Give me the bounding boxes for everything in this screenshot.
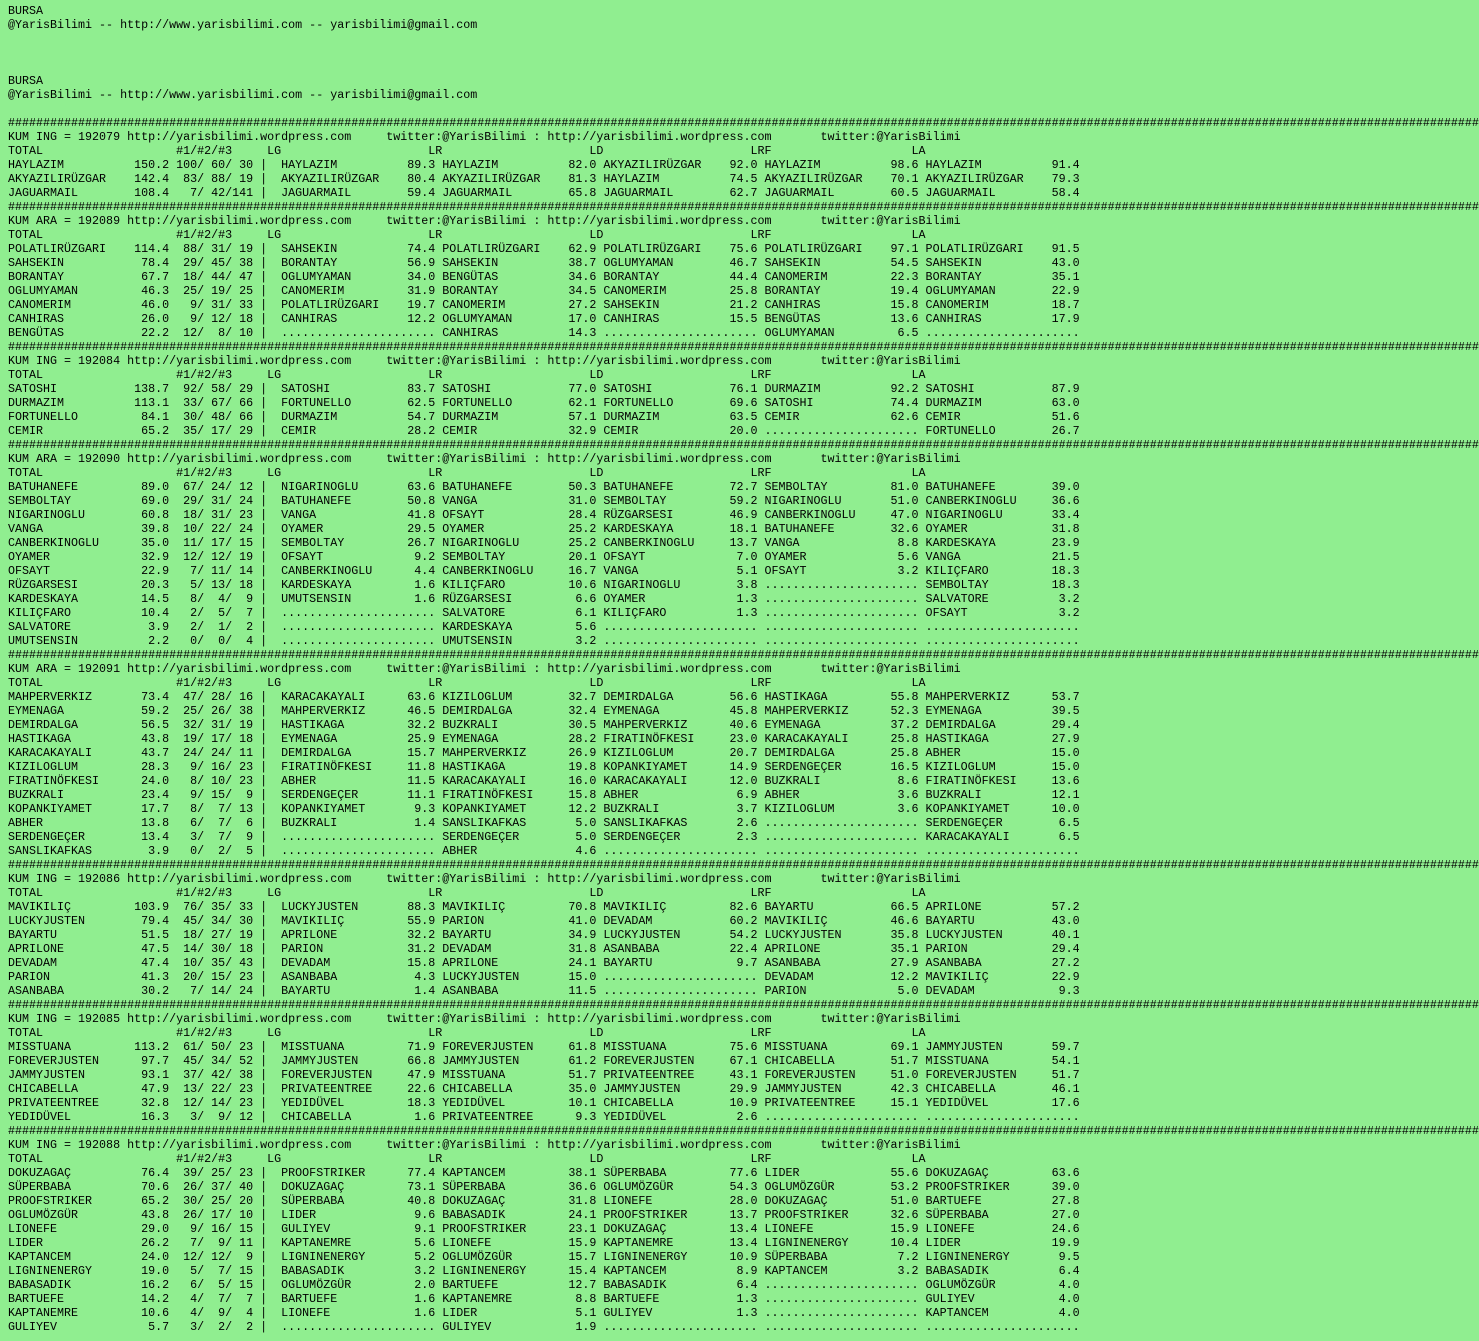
table-row: KAPTANEMRE 10.6 4/ 9/ 4 | LIONEFE 1.6 LIDER 5.1 GULIYEV 1.3 ...................... KAPTANCEM 4.0 <box>8 1306 1080 1320</box>
table-row: MAVIKILIÇ 103.9 76/ 35/ 33 | LUCKYJUSTEN 88.3 MAVIKILIÇ 70.8 MAVIKILIÇ 82.6 BAYARTU 66.5 APRILONE 57.2 <box>8 900 1080 914</box>
separator-line: ################################################################################################################################################################################################################## <box>8 1124 1479 1138</box>
column-header-line: TOTAL #1/#2/#3 LG LR LD LRF LA <box>8 144 926 158</box>
table-row: FOREVERJUSTEN 97.7 45/ 34/ 52 | JAMMYJUSTEN 66.8 JAMMYJUSTEN 61.2 FOREVERJUSTEN 67.1 CHICABELLA 51.7 MISSTUANA 54.1 <box>8 1054 1080 1068</box>
table-row: KARACAKAYALI 43.7 24/ 24/ 11 | DEMIRDALGA 15.7 MAHPERVERKIZ 26.9 KIZILOGLUM 20.7 DEMIRDALGA 25.8 ABHER 15.0 <box>8 746 1080 760</box>
table-row: GULIYEV 5.7 3/ 2/ 2 | ...................... GULIYEV 1.9 ...................... ...................... ...................... <box>8 1320 1080 1334</box>
race-header-line: KUM ARA = 192089 http://yarisbilimi.wordpress.com twitter:@YarisBilimi : http://yarisbilimi.wordpress.com twitter:@YarisBilimi <box>8 214 961 228</box>
blank-line <box>8 60 1080 74</box>
table-row: KAPTANCEM 24.0 12/ 12/ 9 | LIGNINENERGY 5.2 OGLUMÖZGÜR 15.7 LIGNINENERGY 10.9 SÜPERBABA 7.2 LIGNINENERGY 9.5 <box>8 1250 1080 1264</box>
table-row: CEMIR 65.2 35/ 17/ 29 | CEMIR 28.2 CEMIR 32.9 CEMIR 20.0 ...................... FORTUNELLO 26.7 <box>8 424 1080 438</box>
city-title: BURSA <box>8 74 44 88</box>
race-header-line: KUM ARA = 192090 http://yarisbilimi.wordpress.com twitter:@YarisBilimi : http://yarisbilimi.wordpress.com twitter:@YarisBilimi <box>8 452 961 466</box>
separator-line: ################################################################################################################################################################################################################## <box>8 116 1479 130</box>
table-row: FIRATINÖFKESI 24.0 8/ 10/ 23 | ABHER 11.5 KARACAKAYALI 16.0 KARACAKAYALI 12.0 BUZKRALI 8.6 FIRATINÖFKESI 13.6 <box>8 774 1080 788</box>
table-row: KILIÇFARO 10.4 2/ 5/ 7 | ...................... SALVATORE 6.1 KILIÇFARO 1.3 ...................... OFSAYT 3.2 <box>8 606 1080 620</box>
table-row: DEMIRDALGA 56.5 32/ 31/ 19 | HASTIKAGA 32.2 BUZKRALI 30.5 MAHPERVERKIZ 40.6 EYMENAGA 37.2 DEMIRDALGA 29.4 <box>8 718 1080 732</box>
table-row: DOKUZAGAÇ 76.4 39/ 25/ 23 | PROOFSTRIKER 77.4 KAPTANCEM 38.1 SÜPERBABA 77.6 LIDER 55.6 DOKUZAGAÇ 63.6 <box>8 1166 1080 1180</box>
table-row: BABASADIK 16.2 6/ 5/ 15 | OGLUMÖZGÜR 2.0 BARTUEFE 12.7 BABASADIK 6.4 ...................... OGLUMÖZGÜR 4.0 <box>8 1278 1080 1292</box>
table-row: FORTUNELLO 84.1 30/ 48/ 66 | DURMAZIM 54.7 DURMAZIM 57.1 DURMAZIM 63.5 CEMIR 62.6 CEMIR 51.6 <box>8 410 1080 424</box>
table-row: DURMAZIM 113.1 33/ 67/ 66 | FORTUNELLO 62.5 FORTUNELLO 62.1 FORTUNELLO 69.6 SATOSHI 74.4 DURMAZIM 63.0 <box>8 396 1080 410</box>
table-row: LIONEFE 29.0 9/ 16/ 15 | GULIYEV 9.1 PROOFSTRIKER 23.1 DOKUZAGAÇ 13.4 LIONEFE 15.9 LIONEFE 24.6 <box>8 1222 1080 1236</box>
column-header-line: TOTAL #1/#2/#3 LG LR LD LRF LA <box>8 228 926 242</box>
column-header-line: TOTAL #1/#2/#3 LG LR LD LRF LA <box>8 466 926 480</box>
contact-line: @YarisBilimi -- http://www.yarisbilimi.com -- yarisbilimi@gmail.com <box>8 18 478 32</box>
table-row: LIDER 26.2 7/ 9/ 11 | KAPTANEMRE 5.6 LIONEFE 15.9 KAPTANEMRE 13.4 LIGNINENERGY 10.4 LIDER 19.9 <box>8 1236 1080 1250</box>
separator-line: ################################################################################################################################################################################################################## <box>8 648 1479 662</box>
table-row: MAHPERVERKIZ 73.4 47/ 28/ 16 | KARACAKAYALI 63.6 KIZILOGLUM 32.7 DEMIRDALGA 56.6 HASTIKAGA 55.8 MAHPERVERKIZ 53.7 <box>8 690 1080 704</box>
table-row: EYMENAGA 59.2 25/ 26/ 38 | MAHPERVERKIZ 46.5 DEMIRDALGA 32.4 EYMENAGA 45.8 MAHPERVERKIZ 52.3 EYMENAGA 39.5 <box>8 704 1080 718</box>
table-row: OGLUMYAMAN 46.3 25/ 19/ 25 | CANOMERIM 31.9 BORANTAY 34.5 CANOMERIM 25.8 BORANTAY 19.4 OGLUMYAMAN 22.9 <box>8 284 1080 298</box>
table-row: NIGARINOGLU 60.8 18/ 31/ 23 | VANGA 41.8 OFSAYT 28.4 RÜZGARSESI 46.9 CANBERKINOGLU 47.0 NIGARINOGLU 33.4 <box>8 508 1080 522</box>
race-header-line: KUM ING = 192079 http://yarisbilimi.wordpress.com twitter:@YarisBilimi : http://yarisbilimi.wordpress.com twitter:@YarisBilimi <box>8 130 961 144</box>
column-header-line: TOTAL #1/#2/#3 LG LR LD LRF LA <box>8 1026 926 1040</box>
table-row: KOPANKIYAMET 17.7 8/ 7/ 13 | KOPANKIYAMET 9.3 KOPANKIYAMET 12.2 BUZKRALI 3.7 KIZILOGLUM 3.6 KOPANKIYAMET 10.0 <box>8 802 1080 816</box>
table-row: AKYAZILIRÜZGAR 142.4 83/ 88/ 19 | AKYAZILIRÜZGAR 80.4 AKYAZILIRÜZGAR 81.3 HAYLAZIM 74.5 AKYAZILIRÜZGAR 70.1 AKYAZILIRÜZGAR 79.3 <box>8 172 1080 186</box>
table-row: POLATLIRÜZGARI 114.4 88/ 31/ 19 | SAHSEKIN 74.4 POLATLIRÜZGARI 62.9 POLATLIRÜZGARI 75.6 POLATLIRÜZGARI 97.1 POLATLIRÜZGARI 91.5 <box>8 242 1080 256</box>
table-row: ABHER 13.8 6/ 7/ 6 | BUZKRALI 1.4 SANSLIKAFKAS 5.0 SANSLIKAFKAS 2.6 ...................... SERDENGEÇER 6.5 <box>8 816 1080 830</box>
table-row: MISSTUANA 113.2 61/ 50/ 23 | MISSTUANA 71.9 FOREVERJUSTEN 61.8 MISSTUANA 75.6 MISSTUANA 69.1 JAMMYJUSTEN 59.7 <box>8 1040 1080 1054</box>
table-row: CHICABELLA 47.9 13/ 22/ 23 | PRIVATEENTREE 22.6 CHICABELLA 35.0 JAMMYJUSTEN 29.9 JAMMYJUSTEN 42.3 CHICABELLA 46.1 <box>8 1082 1080 1096</box>
table-row: CANOMERIM 46.0 9/ 31/ 33 | POLATLIRÜZGARI 19.7 CANOMERIM 27.2 SAHSEKIN 21.2 CANHIRAS 15.8 CANOMERIM 18.7 <box>8 298 1080 312</box>
table-row: ASANBABA 30.2 7/ 14/ 24 | BAYARTU 1.4 ASANBABA 11.5 ...................... PARION 5.0 DEVADAM 9.3 <box>8 984 1080 998</box>
city-title: BURSA <box>8 4 44 18</box>
race-header-line: KUM ING = 192085 http://yarisbilimi.wordpress.com twitter:@YarisBilimi : http://yarisbilimi.wordpress.com twitter:@YarisBilimi <box>8 1012 961 1026</box>
table-row: CANHIRAS 26.0 9/ 12/ 18 | CANHIRAS 12.2 OGLUMYAMAN 17.0 CANHIRAS 15.5 BENGÜTAS 13.6 CANHIRAS 17.9 <box>8 312 1080 326</box>
table-row: BENGÜTAS 22.2 12/ 8/ 10 | ...................... CANHIRAS 14.3 ...................... OGLUMYAMAN 6.5 ...................... <box>8 326 1080 340</box>
table-row: BUZKRALI 23.4 9/ 15/ 9 | SERDENGEÇER 11.1 FIRATINÖFKESI 15.8 ABHER 6.9 ABHER 3.6 BUZKRALI 12.1 <box>8 788 1080 802</box>
race-header-line: KUM ING = 192086 http://yarisbilimi.wordpress.com twitter:@YarisBilimi : http://yarisbilimi.wordpress.com twitter:@YarisBilimi <box>8 872 961 886</box>
column-header-line: TOTAL #1/#2/#3 LG LR LD LRF LA <box>8 676 926 690</box>
table-row: KIZILOGLUM 28.3 9/ 16/ 23 | FIRATINÖFKESI 11.8 HASTIKAGA 19.8 KOPANKIYAMET 14.9 SERDENGEÇER 16.5 KIZILOGLUM 15.0 <box>8 760 1080 774</box>
table-row: BORANTAY 67.7 18/ 44/ 47 | OGLUMYAMAN 34.0 BENGÜTAS 34.6 BORANTAY 44.4 CANOMERIM 22.3 BORANTAY 35.1 <box>8 270 1080 284</box>
table-row: SERDENGEÇER 13.4 3/ 7/ 9 | ...................... SERDENGEÇER 5.0 SERDENGEÇER 2.3 ...................... KARACAKAYALI 6.5 <box>8 830 1080 844</box>
table-row: BAYARTU 51.5 18/ 27/ 19 | APRILONE 32.2 BAYARTU 34.9 LUCKYJUSTEN 54.2 LUCKYJUSTEN 35.8 LUCKYJUSTEN 40.1 <box>8 928 1080 942</box>
table-row: JAMMYJUSTEN 93.1 37/ 42/ 38 | FOREVERJUSTEN 47.9 MISSTUANA 51.7 PRIVATEENTREE 43.1 FOREVERJUSTEN 51.0 FOREVERJUSTEN 51.7 <box>8 1068 1080 1082</box>
table-row: OFSAYT 22.9 7/ 11/ 14 | CANBERKINOGLU 4.4 CANBERKINOGLU 16.7 VANGA 5.1 OFSAYT 3.2 KILIÇFARO 18.3 <box>8 564 1080 578</box>
separator-line: ################################################################################################################################################################################################################## <box>8 340 1479 354</box>
table-row: CANBERKINOGLU 35.0 11/ 17/ 15 | SEMBOLTAY 26.7 NIGARINOGLU 25.2 CANBERKINOGLU 13.7 VANGA 8.8 KARDESKAYA 23.9 <box>8 536 1080 550</box>
table-row: KARDESKAYA 14.5 8/ 4/ 9 | UMUTSENSIN 1.6 RÜZGARSESI 6.6 OYAMER 1.3 ...................... SALVATORE 3.2 <box>8 592 1080 606</box>
table-row: VANGA 39.8 10/ 22/ 24 | OYAMER 29.5 OYAMER 25.2 KARDESKAYA 18.1 BATUHANEFE 32.6 OYAMER 31.8 <box>8 522 1080 536</box>
blank-line <box>8 32 1080 46</box>
race-header-line: KUM ARA = 192091 http://yarisbilimi.wordpress.com twitter:@YarisBilimi : http://yarisbilimi.wordpress.com twitter:@YarisBilimi <box>8 662 961 676</box>
table-row: HAYLAZIM 150.2 100/ 60/ 30 | HAYLAZIM 89.3 HAYLAZIM 82.0 AKYAZILIRÜZGAR 92.0 HAYLAZIM 98.6 HAYLAZIM 91.4 <box>8 158 1080 172</box>
table-row: SÜPERBABA 70.6 26/ 37/ 40 | DOKUZAGAÇ 73.1 SÜPERBABA 36.6 OGLUMÖZGÜR 54.3 OGLUMÖZGÜR 53.2 PROOFSTRIKER 39.0 <box>8 1180 1080 1194</box>
table-row: LIGNINENERGY 19.0 5/ 7/ 15 | BABASADIK 3.2 LIGNINENERGY 15.4 KAPTANCEM 8.9 KAPTANCEM 3.2 BABASADIK 6.4 <box>8 1264 1080 1278</box>
table-row: SANSLIKAFKAS 3.9 0/ 2/ 5 | ...................... ABHER 4.6 ...................... ...................... ...................... <box>8 844 1080 858</box>
separator-line: ################################################################################################################################################################################################################## <box>8 200 1479 214</box>
table-row: SEMBOLTAY 69.0 29/ 31/ 24 | BATUHANEFE 50.8 VANGA 31.0 SEMBOLTAY 59.2 NIGARINOGLU 51.0 CANBERKINOGLU 36.6 <box>8 494 1080 508</box>
race-header-line: KUM ING = 192084 http://yarisbilimi.wordpress.com twitter:@YarisBilimi : http://yarisbilimi.wordpress.com twitter:@YarisBilimi <box>8 354 961 368</box>
table-row: JAGUARMAIL 108.4 7/ 42/141 | JAGUARMAIL 59.4 JAGUARMAIL 65.8 JAGUARMAIL 62.7 JAGUARMAIL 60.5 JAGUARMAIL 58.4 <box>8 186 1080 200</box>
table-row: UMUTSENSIN 2.2 0/ 0/ 4 | ...................... UMUTSENSIN 3.2 ...................... ...................... ...................... <box>8 634 1080 648</box>
table-row: YEDIDÜVEL 16.3 3/ 9/ 12 | CHICABELLA 1.6 PRIVATEENTREE 9.3 YEDIDÜVEL 2.6 ...................... ...................... <box>8 1110 1080 1124</box>
table-row: PROOFSTRIKER 65.2 30/ 25/ 20 | SÜPERBABA 40.8 DOKUZAGAÇ 31.8 LIONEFE 28.0 DOKUZAGAÇ 51.0 BARTUEFE 27.8 <box>8 1194 1080 1208</box>
column-header-line: TOTAL #1/#2/#3 LG LR LD LRF LA <box>8 1152 926 1166</box>
table-row: SATOSHI 138.7 92/ 58/ 29 | SATOSHI 83.7 SATOSHI 77.0 SATOSHI 76.1 DURMAZIM 92.2 SATOSHI 87.9 <box>8 382 1080 396</box>
table-row: APRILONE 47.5 14/ 30/ 18 | PARION 31.2 DEVADAM 31.8 ASANBABA 22.4 APRILONE 35.1 PARION 29.4 <box>8 942 1080 956</box>
separator-line: ################################################################################################################################################################################################################## <box>8 438 1479 452</box>
table-row: OYAMER 32.9 12/ 12/ 19 | OFSAYT 9.2 SEMBOLTAY 20.1 OFSAYT 7.0 OYAMER 5.6 VANGA 21.5 <box>8 550 1080 564</box>
contact-line: @YarisBilimi -- http://www.yarisbilimi.com -- yarisbilimi@gmail.com <box>8 88 478 102</box>
table-row: BATUHANEFE 89.0 67/ 24/ 12 | NIGARINOGLU 63.6 BATUHANEFE 50.3 BATUHANEFE 72.7 SEMBOLTAY 81.0 BATUHANEFE 39.0 <box>8 480 1080 494</box>
table-row: HASTIKAGA 43.8 19/ 17/ 18 | EYMENAGA 25.9 EYMENAGA 28.2 FIRATINÖFKESI 23.0 KARACAKAYALI 25.8 HASTIKAGA 27.9 <box>8 732 1080 746</box>
column-header-line: TOTAL #1/#2/#3 LG LR LD LRF LA <box>8 368 926 382</box>
table-row: RÜZGARSESI 20.3 5/ 13/ 18 | KARDESKAYA 1.6 KILIÇFARO 10.6 NIGARINOGLU 3.8 ...................... SEMBOLTAY 18.3 <box>8 578 1080 592</box>
table-row: SALVATORE 3.9 2/ 1/ 2 | ...................... KARDESKAYA 5.6 ...................... ...................... ...................... <box>8 620 1080 634</box>
table-row: LUCKYJUSTEN 79.4 45/ 34/ 30 | MAVIKILIÇ 55.9 PARION 41.0 DEVADAM 60.2 MAVIKILIÇ 46.6 BAYARTU 43.0 <box>8 914 1080 928</box>
blank-line <box>8 46 1080 60</box>
blank-line <box>8 102 1080 116</box>
separator-line: ################################################################################################################################################################################################################## <box>8 998 1479 1012</box>
table-row: BARTUEFE 14.2 4/ 7/ 7 | BARTUEFE 1.6 KAPTANEMRE 8.8 BARTUEFE 1.3 ...................... GULIYEV 4.0 <box>8 1292 1080 1306</box>
table-row: SAHSEKIN 78.4 29/ 45/ 38 | BORANTAY 56.9 SAHSEKIN 38.7 OGLUMYAMAN 46.7 SAHSEKIN 54.5 SAHSEKIN 43.0 <box>8 256 1080 270</box>
table-row: PARION 41.3 20/ 15/ 23 | ASANBABA 4.3 LUCKYJUSTEN 15.0 ...................... DEVADAM 12.2 MAVIKILIÇ 22.9 <box>8 970 1080 984</box>
table-row: OGLUMÖZGÜR 43.8 26/ 17/ 10 | LIDER 9.6 BABASADIK 24.1 PROOFSTRIKER 13.7 PROOFSTRIKER 32.6 SÜPERBABA 27.0 <box>8 1208 1080 1222</box>
table-row: DEVADAM 47.4 10/ 35/ 43 | DEVADAM 15.8 APRILONE 24.1 BAYARTU 9.7 ASANBABA 27.9 ASANBABA 27.2 <box>8 956 1080 970</box>
table-row: PRIVATEENTREE 32.8 12/ 14/ 23 | YEDIDÜVEL 18.3 YEDIDÜVEL 10.1 CHICABELLA 10.9 PRIVATEENTREE 15.1 YEDIDÜVEL 17.6 <box>8 1096 1080 1110</box>
column-header-line: TOTAL #1/#2/#3 LG LR LD LRF LA <box>8 886 926 900</box>
race-header-line: KUM ING = 192088 http://yarisbilimi.wordpress.com twitter:@YarisBilimi : http://yarisbilimi.wordpress.com twitter:@YarisBilimi <box>8 1138 961 1152</box>
separator-line: ################################################################################################################################################################################################################## <box>8 858 1479 872</box>
